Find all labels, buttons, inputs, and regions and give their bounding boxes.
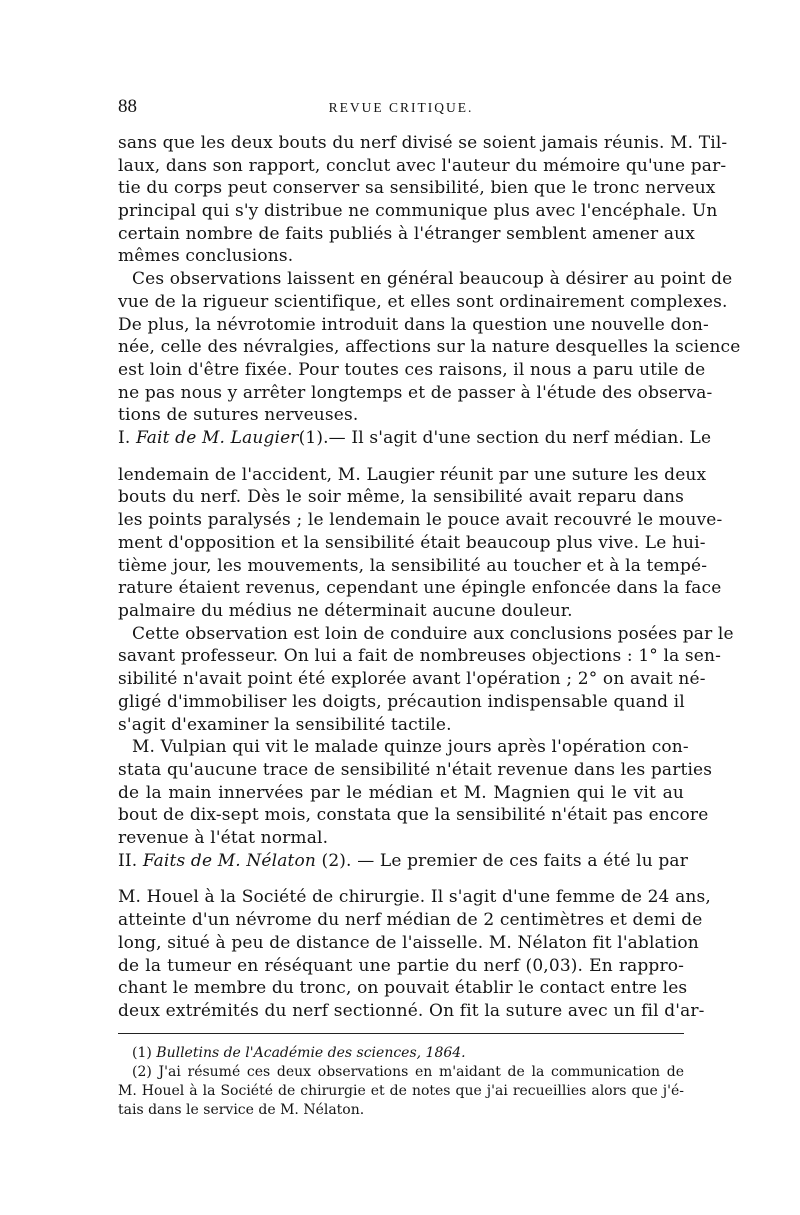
text-line: chant le membre du tronc, on pouvait établir le contact entre les	[118, 978, 688, 998]
section-numeral: II.	[118, 851, 138, 871]
text-line: laux, dans son rapport, conclut avec l'auteur du mémoire qu'une par-	[118, 156, 727, 176]
text-line: savant professeur. On lui a fait de nombreuses objections : 1° la sen-	[118, 646, 721, 666]
footnote-marker: (2)	[132, 1064, 152, 1080]
footnote-ref: (2).	[321, 851, 352, 871]
text-line: est loin d'être fixée. Pour toutes ces raisons, il nous a paru utile de	[118, 360, 706, 380]
text-line: lendemain de l'accident, M. Laugier réunit par une suture les deux	[118, 465, 707, 485]
text-line: stata qu'aucune trace de sensibilité n'était revenue dans les parties	[118, 760, 713, 780]
text-line: bout de dix-sept mois, constata que la sensibilité n'était pas encore	[118, 805, 709, 825]
text-line: de la tumeur en réséquant une partie du nerf (0,03). En rappro-	[118, 956, 684, 976]
section-heading-line	[118, 427, 712, 450]
text-line: De plus, la névrotomie introduit dans la question une nouvelle don-	[118, 315, 709, 335]
section-heading: Faits de M. Nélaton	[142, 851, 316, 871]
footnote-2-line	[118, 1081, 684, 1101]
footnote-rule	[118, 1033, 684, 1034]
text-line: certain nombre de faits publiés à l'étranger semblent amener aux	[118, 224, 696, 244]
text-line: principal qui s'y distribue ne communique plus avec l'encéphale. Un	[118, 201, 718, 221]
text-line: Ces observations laissent en général beaucoup à désirer au point de	[132, 269, 733, 289]
page-number: 88	[118, 96, 137, 117]
text-line: Cette observation est loin de conduire aux conclusions posées par le	[132, 624, 734, 644]
section-numeral: I.	[118, 428, 131, 448]
text-line: tions de sutures nerveuses.	[118, 405, 359, 425]
footnote-1	[118, 1043, 684, 1063]
text-line: palmaire du médius ne déterminait aucune douleur.	[118, 601, 573, 621]
text-line: sans que les deux bouts du nerf divisé se soient jamais réunis. M. Til-	[118, 133, 728, 153]
footnote-2-line	[118, 1062, 684, 1082]
text-line: vue de la rigueur scientifique, et elles sont ordinairement complexes.	[118, 292, 728, 312]
text-line: tie du corps peut conserver sa sensibilité, bien que le tronc nerveux	[118, 178, 716, 198]
text-line: née, celle des névralgies, affections sur la nature desquelles la science	[118, 337, 741, 357]
footnote-text: Bulletins de l'Académie des sciences, 1864.	[156, 1045, 466, 1061]
running-header	[118, 96, 684, 122]
text-line: M. Vulpian qui vit le malade quinze jours après l'opération con-	[132, 737, 689, 757]
text-run: — Le premier de ces faits a été lu par	[357, 851, 688, 871]
text-line: revenue à l'état normal.	[118, 828, 329, 848]
text-run: — Il s'agit d'une section du nerf médian. Le	[328, 428, 712, 448]
section-heading-line	[118, 850, 688, 873]
text-line: les points paralysés ; le lendemain le pouce avait recouvré le mouve-	[118, 510, 723, 530]
text-line: rature étaient revenus, cependant une épingle enfoncée dans la face	[118, 578, 722, 598]
text-line: ne pas nous y arrêter longtemps et de passer à l'étude des observa-	[118, 383, 713, 403]
footnote-text: M. Houel à la Société de chirurgie et de notes que j'ai recueillies alors que j'é-	[118, 1083, 684, 1099]
text-line: atteinte d'un névrome du nerf médian de 2 centimètres et demi de	[118, 910, 703, 930]
footnote-marker: (1)	[132, 1045, 152, 1061]
text-line: ment d'opposition et la sensibilité était beaucoup plus vive. Le hui-	[118, 533, 706, 553]
text-line: tième jour, les mouvements, la sensibilité au toucher et à la tempé-	[118, 556, 708, 576]
section-heading: Fait de M. Laugier	[135, 428, 299, 448]
text-line: bouts du nerf. Dès le soir même, la sensibilité avait reparu dans	[118, 487, 684, 507]
text-line: s'agit d'examiner la sensibilité tactile.	[118, 715, 452, 735]
text-line: sibilité n'avait point été explorée avant l'opération ; 2° on avait né-	[118, 669, 706, 689]
text-line: de la main innervées par le médian et M. Magnien qui le vit au	[118, 783, 684, 803]
text-line: deux extrémités du nerf sectionné. On fit la suture avec un fil d'ar-	[118, 1001, 705, 1021]
running-title: REVUE CRITIQUE.	[328, 100, 474, 115]
text-line: gligé d'immobiliser les doigts, précaution indispensable quand il	[118, 692, 685, 712]
text-line: mêmes conclusions.	[118, 246, 294, 266]
footnote-text: J'ai résumé ces deux observations en m'aidant de la communication de	[158, 1064, 684, 1080]
text-line: M. Houel à la Société de chirurgie. Il s'agit d'une femme de 24 ans,	[118, 887, 711, 907]
footnote-text: tais dans le service de M. Nélaton.	[118, 1102, 365, 1118]
text-line: long, situé à peu de distance de l'aisselle. M. Nélaton fit l'ablation	[118, 933, 699, 953]
footnote-ref: (1).	[298, 428, 329, 448]
footnote-2-line	[118, 1100, 684, 1120]
